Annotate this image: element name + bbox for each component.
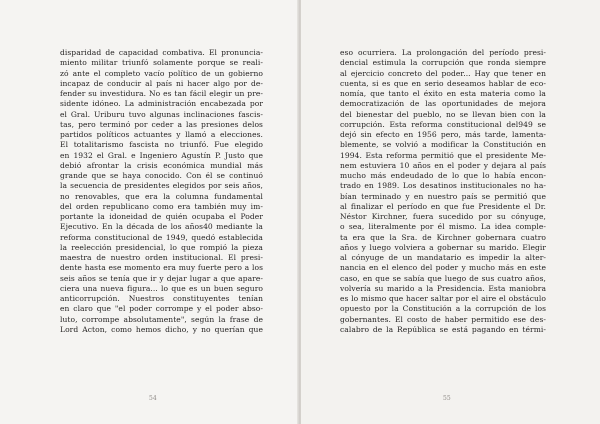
text-line: ta era que la Sra. de Kirchner gobernara cuatro <box>340 232 546 242</box>
text-line: caso, en que se sabía que luego de sus cuatro años, <box>340 273 546 283</box>
text-line: Lord Acton, como hemos dicho, y no querían que <box>60 324 263 334</box>
text-line: sidente idóneo. La administración encabezada por <box>60 99 263 109</box>
right-page-number: 55 <box>443 395 451 402</box>
text-line: trado en 1989. Los desatinos institucionales no ha- <box>340 181 546 191</box>
text-line: dejó sin efecto en 1956 pero, más tarde, lamenta- <box>340 130 546 139</box>
text-line: fender su investidura. No es tan fácil elegir un pre- <box>60 89 263 98</box>
text-line: al cónyuge de un mandatario es impedir la alter- <box>340 253 546 262</box>
text-line: maestra de nuestro orden institucional. El presi- <box>60 253 263 262</box>
text-line: 1994. Esta reforma permitió que el presidente Me- <box>340 150 546 160</box>
left-page-number: 54 <box>149 395 157 402</box>
text-line: zó ante el completo vacío político de un gobierno <box>60 68 263 78</box>
text-line: portante la idoneidad de quién ocupaba el Poder <box>60 212 263 221</box>
text-line: luto, corrompe absolutamente", según la frase de <box>60 314 263 324</box>
text-line: anticorrupción. Nuestros constituyentes tenían <box>60 294 263 303</box>
text-line: mucho más endeudado de lo que lo había encon- <box>340 171 546 180</box>
text-line: corrupción. Esta reforma constitucional del949 se <box>340 119 546 129</box>
text-line: cuenta, si es que en serio deseamos hablar de eco- <box>340 78 546 88</box>
text-line: reforma constitucional de 1949, quedó establecida <box>60 232 263 242</box>
text-line: Ejecutivo. En la década de los años40 mediante la <box>60 222 263 232</box>
text-line: dencial estimula la corrupción que ronda siempre <box>340 58 546 68</box>
text-line: nomía, que tanto el éxito en esta materia como la <box>340 89 546 98</box>
text-line: calabro de la República se está pagando en térmi- <box>340 324 546 334</box>
text-line: tas, pero terminó por ceder a las presiones delos <box>60 119 263 129</box>
left-page-body <box>60 48 263 335</box>
text-line: bían terminado y en nuestro país se permitió que <box>340 191 546 201</box>
text-line: años y luego volviera a gobernar su marido. Elegir <box>340 242 546 252</box>
text-line: el Gral. Uriburu tuvo algunas inclinaciones fascis- <box>60 109 263 119</box>
right-page <box>301 0 600 424</box>
text-line: partidos políticos actuantes y llamó a elecciones. <box>60 130 263 139</box>
text-line: disparidad de capacidad combativa. El pronuncia- <box>60 48 263 57</box>
text-line: seis años se tenía que ir y dejar lugar a que apare- <box>60 273 263 283</box>
text-line: o sea, literalmente por él mismo. La idea comple- <box>340 222 546 232</box>
text-line: Néstor Kirchner, fuera sucedido por su cónyuge, <box>340 212 546 221</box>
text-line: blemente, se volvió a modificar la Constitución en <box>340 140 546 150</box>
text-line: democratización de las oportunidades de mejora <box>340 99 546 109</box>
text-line: gobernantes. El costo de haber permitido ese des- <box>340 314 546 324</box>
text-line: nem estuviera 10 años en el poder y dejara al país <box>340 160 546 170</box>
text-line: El totalitarismo fascista no triunfó. Fue elegido <box>60 140 263 150</box>
text-line: grande que se haya conocido. Con él se continuó <box>60 171 263 180</box>
text-line: del bienestar del pueblo, no se llevan bien con la <box>340 109 546 119</box>
text-line: dente hasta ese momento era muy fuerte pero a los <box>60 263 263 273</box>
text-line: miento militar triunfó solamente porque se reali- <box>60 58 263 68</box>
text-line: en claro que "el poder corrompe y el poder abso- <box>60 304 263 314</box>
text-line: la reelección presidencial, lo que rompió la pieza <box>60 242 263 252</box>
text-line: al ejercicio concreto del poder... Hay que tener en <box>340 68 546 78</box>
text-line: en 1932 el Gral. e Ingeniero Agustín P. Justo que <box>60 150 263 160</box>
text-line: es lo mismo que hacer saltar por el aire el obstáculo <box>340 294 546 303</box>
left-page <box>0 0 299 424</box>
text-line: incapaz de conducir al país ni hacer algo por de- <box>60 78 263 88</box>
text-line: opuesto por la Constitución a la corrupción de los <box>340 304 546 314</box>
text-line: del orden republicano como era también muy im- <box>60 201 263 211</box>
text-line: al finalizar el período en que fue Presidente el Dr. <box>340 201 546 211</box>
text-line: volvería su marido a la Presidencia. Esta maniobra <box>340 283 546 293</box>
text-line: nancia en el elenco del poder y mucho más en este <box>340 263 546 273</box>
text-line: eso ocurriera. La prolongación del período presi- <box>340 48 546 57</box>
text-line: ciera una nueva figura... lo que es un buen seguro <box>60 283 263 293</box>
text-line: no renovables, que era la columna fundamental <box>60 191 263 201</box>
text-line: debió afrontar la crisis económica mundial más <box>60 160 263 170</box>
text-line: la secuencia de presidentes elegidos por seis años, <box>60 181 263 191</box>
right-page-body <box>340 48 546 335</box>
